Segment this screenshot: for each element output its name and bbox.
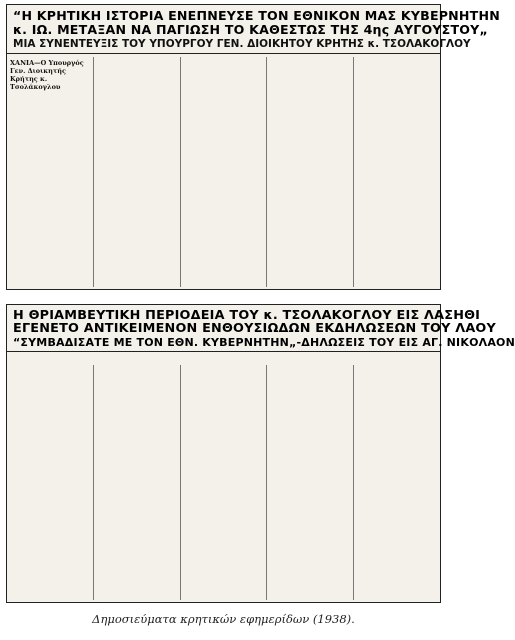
clipping-1-column — [354, 57, 440, 287]
clipping-1-column — [7, 57, 94, 287]
clipping-1-headline-line-1: “Η ΚΡΗΤΙΚΗ ΙΣΤΟΡΙΑ ΕΝΕΠΝΕΥΣΕ ΤΟΝ ΕΘΝΙΚΟΝ ΜΑΣ ΚΥΒΕΡΝΗΤΗΝ — [13, 8, 500, 23]
newspaper-clipping-2 — [6, 304, 515, 603]
clipping-2-subheadline: “ΣΥΜΒΑΔΙΣΑΤΕ ΜΕ ΤΟΝ ΕΘΝ. ΚΥΒΕΡΝΗΤΗΝ„-ΔΗΛΩΣΕΙΣ ΤΟΥ ΕΙΣ ΑΓ. ΝΙΚΟΛΑΟΝ — [7, 336, 440, 353]
clipping-2-headline-line-2: ΕΓΕΝΕΤΟ ΑΝΤΙΚΕΙΜΕΝΟΝ ΕΝΘΟΥΣΙΩΔΩΝ ΕΚΔΗΛΩΣΕΩΝ ΤΟΥ ΛΑΟΥ — [13, 321, 496, 337]
clipping-1-column — [267, 57, 354, 287]
clipping-2-column — [94, 365, 181, 600]
clipping-1-headline-line-2: κ. ΙΩ. ΜΕΤΑΞΑΝ ΝΑ ΠΑΓΙΩΣΗ ΤΟ ΚΑΘΕΣΤΩΣ ΤΗΣ 4ης ΑΥΓΟΥΣΤΟΥ„ — [13, 22, 488, 38]
clipping-1-dateline: ΧΑΝΙΑ—Ο Υπουργός Γεν. Διοικητής Κρήτης κ. Τσολάκογλου — [10, 59, 84, 91]
clipping-1-column — [94, 57, 181, 287]
clipping-1-column — [181, 57, 268, 287]
clipping-2-column — [181, 365, 268, 600]
clipping-1-article-columns — [7, 57, 440, 287]
newspaper-clipping-1 — [6, 4, 500, 290]
clipping-2-column — [267, 365, 354, 600]
clipping-2-headline-line-1: Η ΘΡΙΑΜΒΕΥΤΙΚΗ ΠΕΡΙΟΔΕΙΑ ΤΟΥ κ. ΤΣΟΛΑΚΟΓΛΟΥ ΕΙΣ ΛΑΣΗΘΙ — [13, 308, 481, 323]
clipping-2-article-columns — [7, 365, 440, 600]
clipping-2-column — [7, 365, 94, 600]
clipping-2-column — [354, 365, 440, 600]
image-caption: Δημοσιεύματα κρητικών εφημερίδων (1938). — [92, 612, 355, 626]
clipping-1-subheadline: ΜΙΑ ΣΥΝΕΝΤΕΥΞΙΣ ΤΟΥ ΥΠΟΥΡΓΟΥ ΓΕΝ. ΔΙΟΙΚΗΤΟΥ ΚΡΗΤΗΣ κ. ΤΣΟΛΑΚΟΓΛΟΥ — [7, 36, 440, 54]
